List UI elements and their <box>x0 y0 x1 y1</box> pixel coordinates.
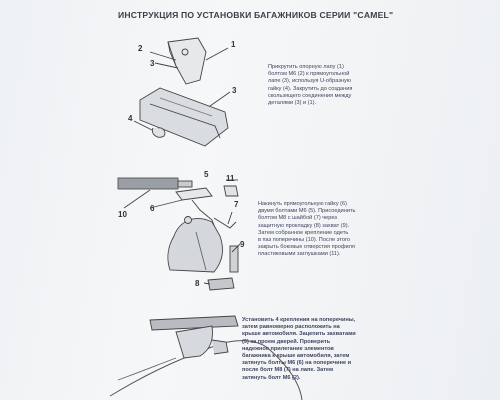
step-1-text: Прикрутить опорную лапу (1) болтом М6 (2) к прямоугольной лапе (3), используя U-образную гайку (4). Закрутить до создания скользящего соединения между деталями (3) и (1). <box>268 64 353 107</box>
callout-2: 2 <box>138 44 143 53</box>
roof-clamp <box>176 326 213 358</box>
clamp-top <box>176 188 212 200</box>
callout-9: 9 <box>240 240 245 249</box>
callout-1: 1 <box>231 40 236 49</box>
callout-7: 7 <box>234 200 239 209</box>
callout-6: 6 <box>150 204 155 213</box>
pad-part <box>208 278 234 290</box>
callout-5: 5 <box>204 170 209 179</box>
callout-4: 4 <box>128 114 133 123</box>
step-3-text: Установить 4 крепления на поперечины, затем равномерно расположить на крыше автомобиля. Зацепить захватами (9) за проем дверей. Проверить надежное прилегание элементов багажника к крыше автомобиля, затем затянуть болты М6 (6) на поперечине и после болт М8 (7) на лапе. Затем затянуть болт М6 (2). <box>242 317 356 381</box>
plug-part <box>224 186 238 196</box>
u-nut-part <box>152 128 165 137</box>
crossbar-profile <box>118 178 178 189</box>
foot-part <box>140 88 228 146</box>
callout-8: 8 <box>195 279 200 288</box>
callout-10: 10 <box>118 210 127 219</box>
callout-3: 3 <box>232 86 237 95</box>
callout-11: 11 <box>226 174 235 183</box>
page-title: ИНСТРУКЦИЯ ПО УСТАНОВКИ БАГАЖНИКОВ СЕРИИ "CAMEL" <box>118 10 394 20</box>
clamp-body <box>168 218 223 272</box>
step-2-text: Накинуть прямоугольную гайку (6) двумя болтами М6 (5). Присоединить болтом М8 с шайбой (7) через защитную прокладку (8) захват (9). Затем собранное крепление одеть в паз поперечины (10). После этого закрыть боковые отверстия профиля пластиковыми заглушками (11). <box>258 201 356 258</box>
callout-3-bolt: 3 <box>150 59 155 68</box>
